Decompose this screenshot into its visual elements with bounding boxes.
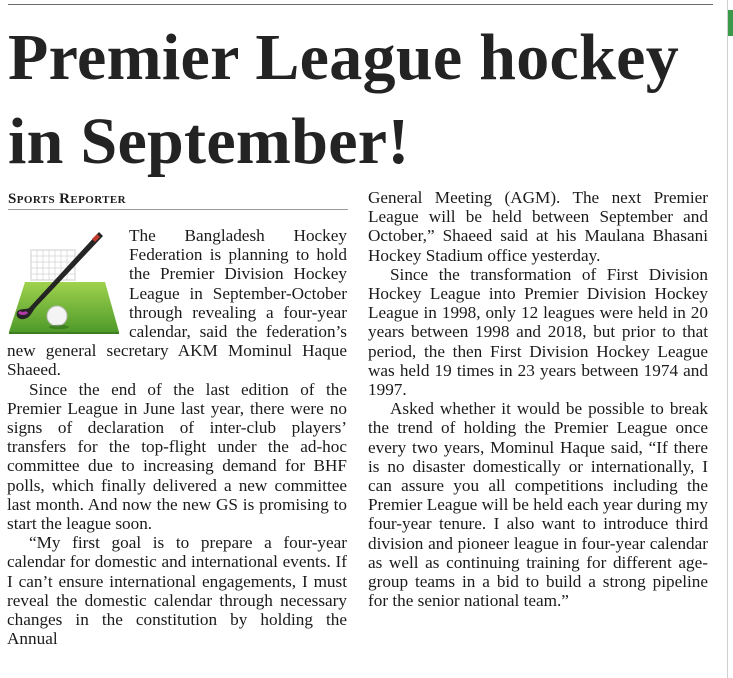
column-divider (727, 0, 728, 678)
article-column-right (368, 188, 708, 610)
headline: Premier League hockey in September! (8, 21, 680, 178)
hockey-stick-ball-goal-icon (7, 228, 121, 334)
paragraph: Since the end of the last edition of the Premier League in June last year, there were no signs of declaration of inter-club players’ transfers for the top-flight under the ad-hoc committee due to increasing demand for BHF polls, which finally delivered a new committee last month. And now the new GS is promising to start the league soon. (7, 379, 347, 534)
paragraph: Asked whether it would be possible to break the trend of holding the Premier League once every two years, Mominul Haque said, “If there is no disaster domestically or internationally, I can assure you all competitions including the Premier League will be held each year during my four-year tenure. I also want to introduce third division and pioneer league in four-year calendar as well as continuing training for different age-group teams in a bid to build a strong pipeline for the senior national team.” (368, 399, 708, 611)
paragraph: The Bangladesh Hockey Federation is planning to hold the Premier Division Hockey League in September-October through revealing a four-year calendar, said the federation’s new general secretary AKM Mominul Haque Shaeed. (7, 226, 347, 380)
paragraph: “My first goal is to prepare a four-year calendar for domestic and international events. If I can’t ensure international engagements, I must reveal the domestic calendar through necessary changes in the constitution by holding the Annual (7, 533, 347, 649)
paragraph: Since the transformation of First Division Hockey League into Premier Division Hockey League in 1998, only 12 leagues were held in 20 years between 1998 and 2018, but prior to that period, the then First Division Hockey League was held 19 times in 23 years between 1974 and 1997. (368, 264, 708, 400)
top-rule (8, 4, 713, 5)
article-column-left (7, 226, 347, 648)
paragraph: General Meeting (AGM). The next Premier League will be held between September and October,” Shaeed said at his Maulana Bhasani Hockey Stadium office yesterday. (368, 188, 708, 265)
byline: Sports Reporter (8, 191, 126, 207)
byline-rule (8, 209, 348, 210)
section-marker (728, 10, 733, 36)
